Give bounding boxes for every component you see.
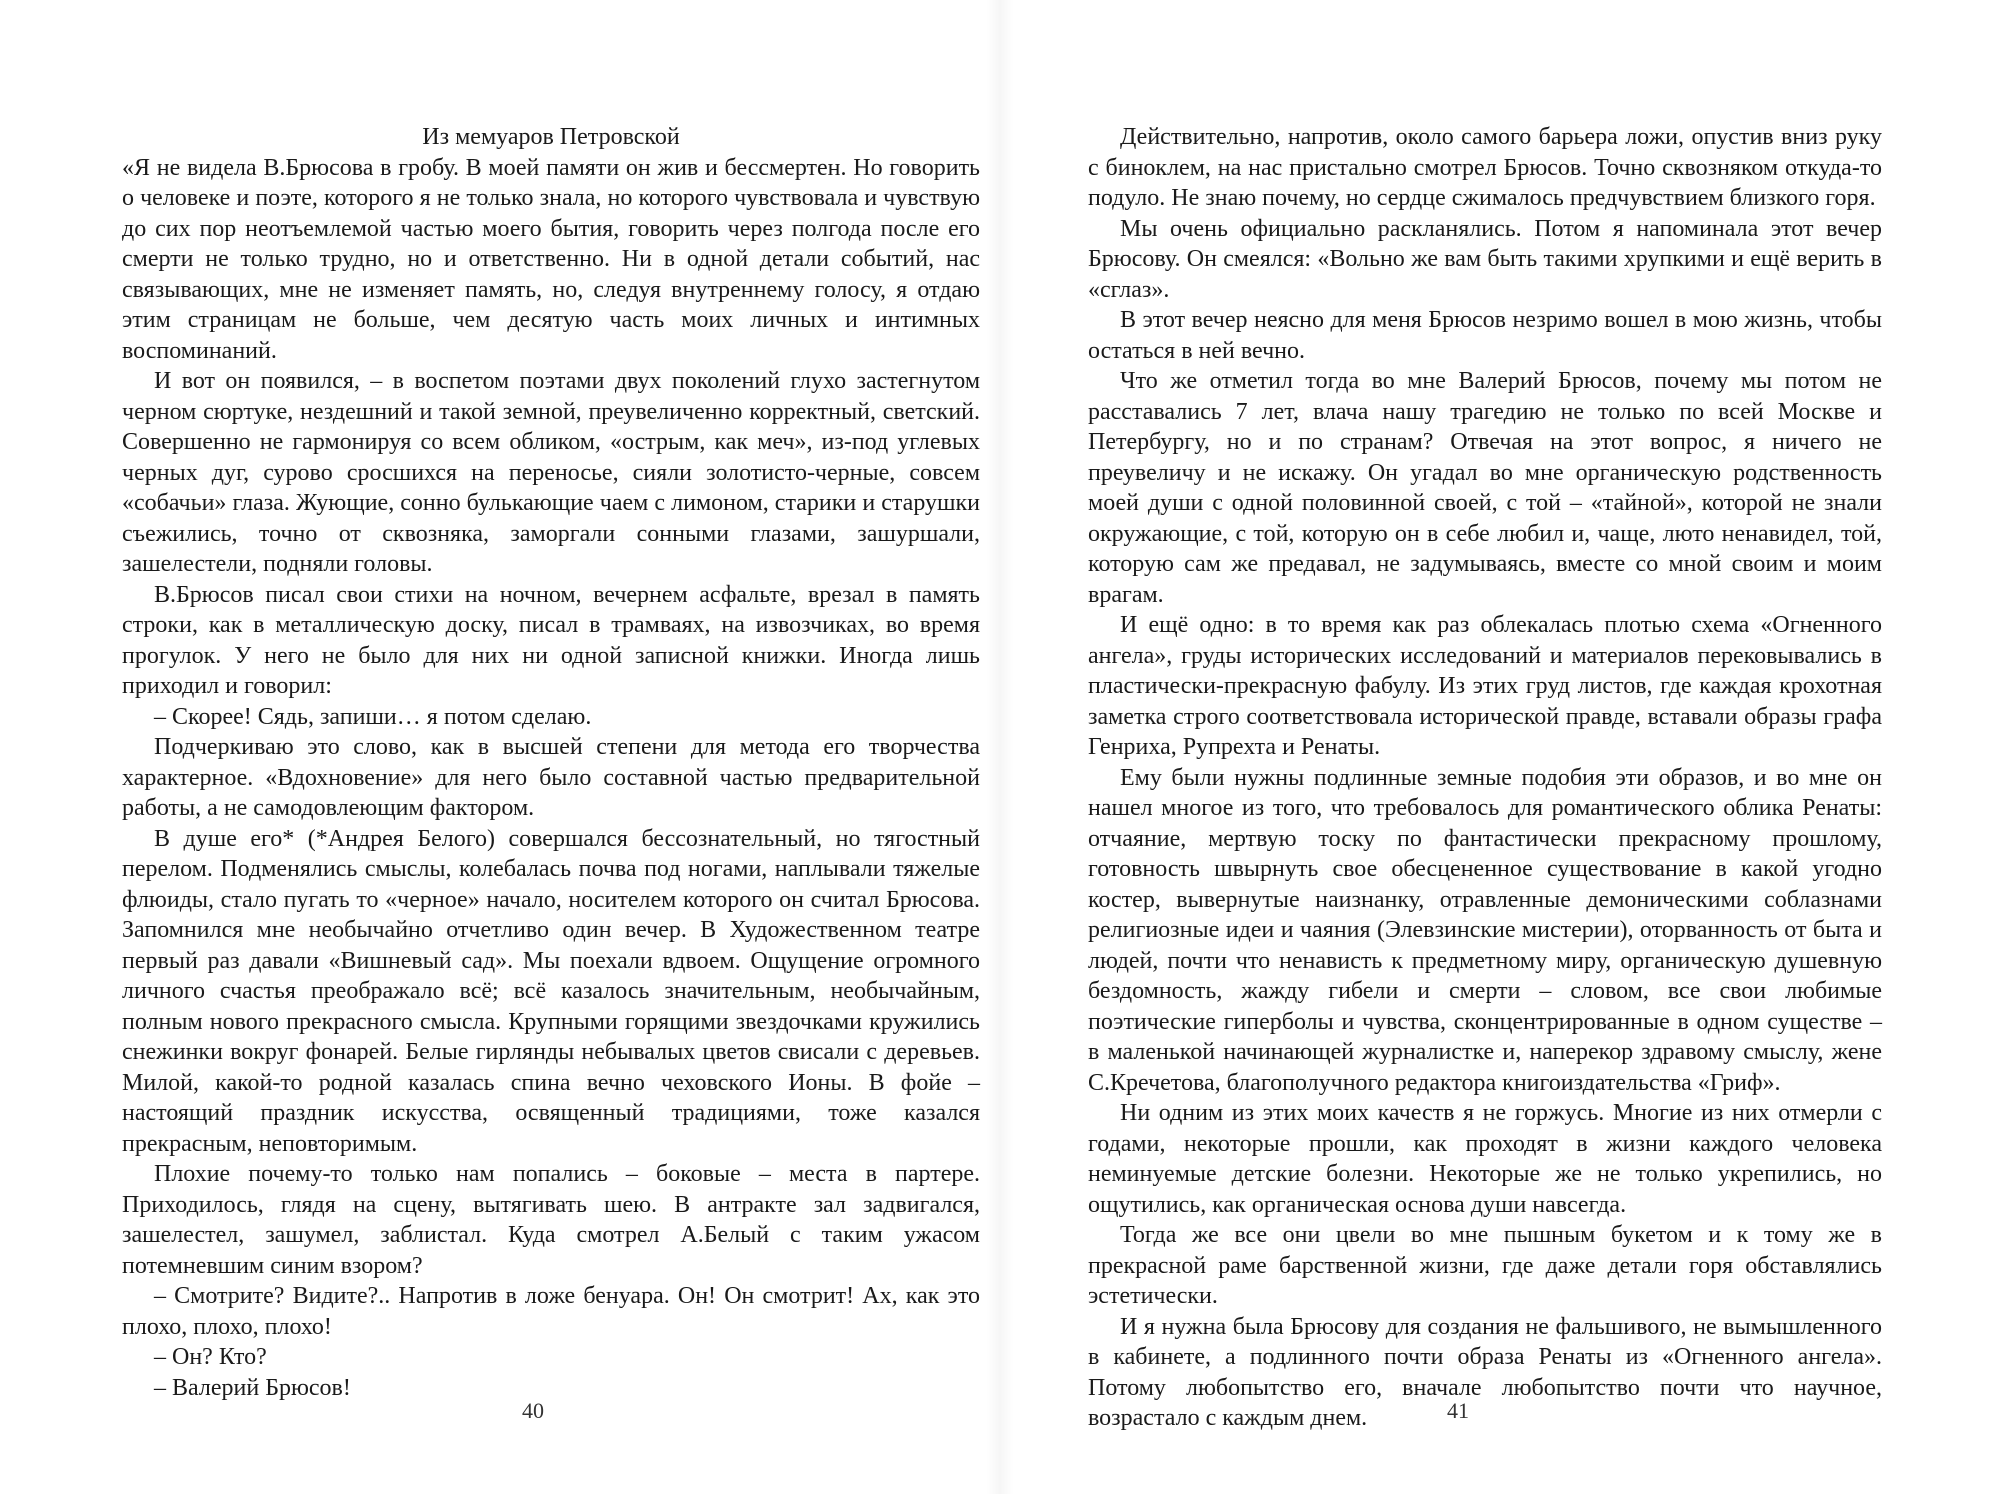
left-page (122, 122, 980, 1403)
paragraph: Что же отметил тогда во мне Валерий Брюсов, почему мы потом не расставались 7 лет, влача нашу трагедию не только по всей Москве и Петербургу, но и по странам? Отвечая на этот вопрос, я ничего не преувеличу и не искажу. Он угадал во мне органическую родственность моей души с одной половинной своей, с той – «тайной», которой не знали окружающие, с той, которую он в себе любил и, чаще, люто ненавидел, той, которую сам же предавал, не задумываясь, вместе со мной своим и моим врагам. (1088, 368, 1882, 608)
paragraph: Мы очень официально раскланялись. Потом я напоминала этот вечер Брюсову. Он смеялся: «Вольно же вам быть такими хрупкими и ещё верить в «сглаз». (1088, 215, 1882, 303)
paragraph: Плохие почему-то только нам попались – боковые – места в партере. Приходилось, глядя на сцену, вытягивать шею. В антракте зал задвигался, зашелестел, зашумел, заблистал. Куда смотрел А.Белый с таким ужасом потемневшим синим взором? (122, 1161, 980, 1279)
dialog-line: – Скорее! Сядь, запиши… я потом сделаю. (154, 703, 592, 730)
paragraph: «Я не видела В.Брюсова в гробу. В моей памяти он жив и бессмертен. Но говорить о человеке и поэте, которого я не только знала, но которого чувствовала и чувствую до сих пор неотъемлемой частью моего бытия, говорить через полгода после его смерти не только трудно, но и ответственно. Ни в одной детали событий, нас связывающих, мне не изменяет память, но, следуя внутреннему голосу, я отдаю этим страницам не больше, чем десятую часть моих личных и интимных воспоминаний. (122, 154, 980, 364)
book-gutter (986, 0, 1014, 1494)
paragraph: В.Брюсов писал свои стихи на ночном, вечернем асфальте, врезал в память строки, как в металлическую доску, писал в трамваях, на извозчиках, во время прогулок. У него не было для них ни одной записной книжки. Иногда лишь приходил и говорил: (122, 581, 980, 699)
paragraph: Тогда же все они цвели во мне пышным букетом и к тому же в прекрасной раме барственной жизни, где даже детали горя обставлялись эстетически. (1088, 1222, 1882, 1309)
chapter-title: Из мемуаров Петровской (422, 124, 680, 150)
paragraph: Ему были нужны подлинные земные подобия эти образов, и во мне он нашел многое из того, что требовалось для романтического облика Ренаты: отчаяние, мертвую тоску по фантастически прекрасному прошлому, готовность швырнуть свое обесцененное существование в какой угодно костер, вывернутые наизнанку, отравленные демоническими соблазнами религиозные идеи и чаяния (Элевзинские мистерии), оторванность от быта и людей, почти что ненависть к предметному миру, органическую душевную бездомность, жажду гибели и смерти – словом, все свои любимые поэтические гиперболы и чувства, сконцентрированные в одном существе – в маленькой начинающей журналистке и, наперекор здравому смыслу, жене С.Кречетова, благополучного редактора книгоиздательства «Гриф». (1088, 764, 1882, 1096)
page-number-right: 41 (1447, 1398, 1469, 1423)
right-page (1088, 122, 1882, 1434)
paragraph: Ни одним из этих моих качеств я не горжусь. Многие из них отмерли с годами, некоторые прошли, как проходят в жизни каждого человека неминуемые детские болезни. Некоторые же не только укрепились, но ощутились, как органическая основа души навсегда. (1088, 1100, 1882, 1218)
dialog-line: – Он? Кто? (154, 1344, 267, 1370)
paragraph: И ещё одно: в то время как раз облекалась плотью схема «Огненного ангела», груды исторических исследований и материалов перековывались в пластически-прекрасную фабулу. Из этих груд листов, где каждая крохотная заметка строго соответствовала исторической правде, вставали образы графа Генриха, Рупрехта и Ренаты. (1088, 612, 1882, 760)
paragraph: В этот вечер неясно для меня Брюсов незримо вошел в мою жизнь, чтобы остаться в ней вечно. (1088, 307, 1882, 364)
page-number-left: 40 (522, 1398, 544, 1423)
paragraph: Подчеркиваю это слово, как в высшей степени для метода его творчества характерное. «Вдохновение» для него было составной частью предварительной работы, а не самодовлеющим фактором. (122, 734, 980, 821)
dialog-line: – Валерий Брюсов! (154, 1374, 351, 1401)
paragraph: И я нужна была Брюсову для создания не фальшивого, не вымышленного в кабинете, а подлинного почти образа Ренаты из «Огненного ангела». Потому любопытство его, вначале любопытство почти что научное, возрастало с каждым днем. (1088, 1313, 1882, 1431)
paragraph: И вот он появился, – в воспетом поэтами двух поколений глухо застегнутом черном сюртуке, нездешний и такой земной, преувеличенно корректный, светский. Совершенно не гармонируя со всем обликом, «острым, как меч», из-под углевых черных дуг, сурово сросшихся на переносье, сияли золотисто-черные, совсем «собачьи» глаза. Жующие, сонно булькающие чаем с лимоном, старики и старушки съежились, точно от сквозняка, заморгали сонными глазами, зашуршали, зашелестели, подняли головы. (122, 368, 980, 577)
paragraph: В душе его* (*Андрея Белого) совершался бессознательный, но тягостный перелом. Подменялись смыслы, колебалась почва под ногами, наплывали тяжелые флюиды, стало пугать то «черное» начало, носителем которого он считал Брюсова. Запомнился мне необычайно отчетливо один вечер. В Художественном театре первый раз давали «Вишневый сад». Мы поехали вдвоем. Ощущение огромного личного счастья преображало всё; всё казалось значительным, необычайным, полным нового прекрасного смысла. Крупными горящими звездочками кружились снежинки вокруг фонарей. Белые гирлянды небывалых цветов свисали с деревьев. Милой, какой-то родной казалась спина вечно чеховского Ионы. В фойе – настоящий праздник искусства, освященный традициями, тоже казался прекрасным, неповторимым. (122, 825, 980, 1157)
dialog-line: – Смотрите? Видите?.. Напротив в ложе бенуара. Он! Он смотрит! Ах, как это плохо, плохо, плохо! (122, 1283, 980, 1340)
paragraph: Действительно, напротив, около самого барьера ложи, опустив вниз руку с биноклем, на нас пристально смотрел Брюсов. Точно сквозняком откуда-то подуло. Не знаю почему, но сердце сжималось предчувствием близкого горя. (1088, 124, 1882, 211)
